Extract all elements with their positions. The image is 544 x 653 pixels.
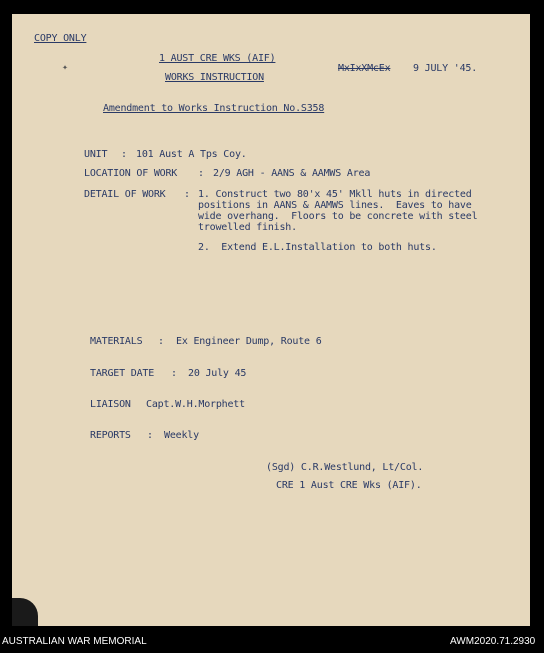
document-type: WORKS INSTRUCTION — [165, 72, 264, 83]
reports-value: Weekly — [164, 430, 199, 441]
reports-label: REPORTS — [90, 430, 131, 441]
signature-line-1: (Sgd) C.R.Westlund, Lt/Col. — [266, 462, 424, 473]
materials-value: Ex Engineer Dump, Route 6 — [176, 336, 322, 347]
liaison-label: LIAISON — [90, 399, 131, 410]
target-date-colon: : — [171, 368, 177, 379]
unit-title: 1 AUST CRE WKS (AIF) — [159, 53, 276, 64]
location-value: 2/9 AGH - AANS & AAMWS Area — [213, 168, 371, 179]
target-date-value: 20 July 45 — [188, 368, 247, 379]
reports-colon: : — [147, 430, 153, 441]
detail-item-1-line-1: 1. Construct two 80'x 45' Mkll huts in directed — [198, 189, 472, 200]
detail-item-1-line-2: positions in AANS & AAMWS lines. Eaves to have — [198, 200, 472, 211]
target-date-label: TARGET DATE — [90, 368, 155, 379]
detail-item-2: 2. Extend E.L.Installation to both huts. — [198, 242, 437, 253]
unit-value: 101 Aust A Tps Coy. — [136, 149, 247, 160]
detail-item-1-line-4: trowelled finish. — [198, 222, 297, 233]
location-label: LOCATION OF WORK — [84, 168, 178, 179]
ink-speck: ✦ — [62, 62, 69, 73]
materials-label: MATERIALS — [90, 336, 143, 347]
unit-label: UNIT — [84, 149, 108, 160]
signature-line-2: CRE 1 Aust CRE Wks (AIF). — [276, 480, 422, 491]
detail-colon: : — [184, 189, 190, 200]
location-colon: : — [198, 168, 204, 179]
copy-only-label: COPY ONLY — [34, 33, 87, 44]
detail-item-1-line-3: wide overhang. Floors to be concrete with steel — [198, 211, 478, 222]
footer-institution: AUSTRALIAN WAR MEMORIAL — [2, 636, 147, 647]
materials-colon: : — [158, 336, 164, 347]
unit-colon: : — [121, 149, 127, 160]
footer-accession: AWM2020.71.2930 — [450, 636, 536, 647]
document-date: 9 JULY '45. — [413, 63, 478, 74]
detail-label: DETAIL OF WORK — [84, 189, 166, 200]
struck-text: MxIxXMcEx — [338, 63, 391, 74]
liaison-value: Capt.W.H.Morphett — [146, 399, 245, 410]
amendment-heading: Amendment to Works Instruction No.S358 — [103, 103, 325, 114]
